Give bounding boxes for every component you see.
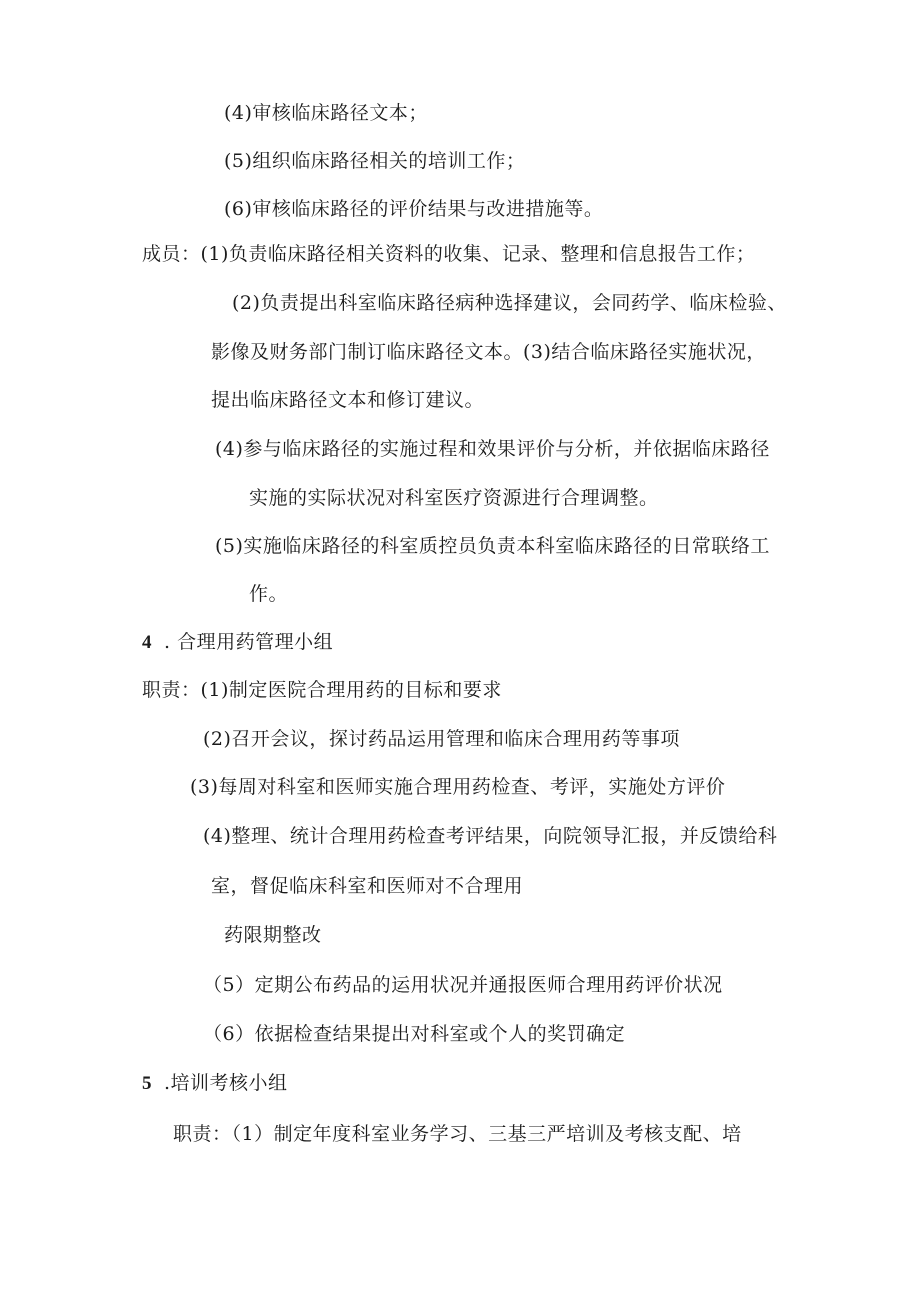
section-4-title: . 合理用药管理小组: [164, 631, 334, 653]
members-item-2: (2)负责提出科室临床路径病种选择建议，会同药学、临床检验、: [232, 292, 787, 314]
duty-drug-item-6: （6）依据检查结果提出对科室或个人的奖罚确定: [203, 1023, 626, 1045]
members-item-2-cont: 影像及财务部门制订临床路径文本。(3)结合临床路径实施状况，: [211, 341, 766, 363]
duty-item-5: (5)组织临床路径相关的培训工作；: [224, 150, 526, 172]
duty-drug-item-2: (2)召开会议，探讨药品运用管理和临床合理用药等事项: [203, 728, 680, 750]
section-5-heading: [142, 1070, 288, 1097]
section-5-number: 5: [142, 1073, 152, 1094]
members-item-1: 成员：(1)负责临床路径相关资料的收集、记录、整理和信息报告工作；: [142, 243, 756, 265]
members-item-4: (4)参与临床路径的实施过程和效果评价与分析，并依据临床路径: [215, 438, 770, 460]
duty-drug-item-1: 职责：(1)制定医院合理用药的目标和要求: [142, 679, 502, 701]
duty-drug-item-4-cont: 室，督促临床科室和医师对不合理用: [211, 875, 524, 897]
duty-drug-item-4: (4)整理、统计合理用药检查考评结果，向院领导汇报，并反馈给科: [203, 825, 778, 847]
duty-drug-item-3: (3)每周对科室和医师实施合理用药检查、考评，实施处方评价: [190, 776, 726, 798]
members-item-5-cont: 作。: [249, 583, 289, 605]
section-5-title: .培训考核小组: [164, 1072, 288, 1094]
duty-drug-item-4-cont2: 药限期整改: [224, 924, 322, 946]
members-item-5: (5)实施临床路径的科室质控员负责本科室临床路径的日常联络工: [215, 535, 770, 557]
members-item-4-cont: 实施的实际状况对科室医疗资源进行合理调整。: [249, 487, 659, 509]
members-item-3-cont: 提出临床路径文本和修订建议。: [211, 389, 485, 411]
duty-training-item-1: 职责：（1）制定年度科室业务学习、三基三严培训及考核支配、培: [173, 1123, 742, 1145]
duty-item-4: (4)审核临床路径文本；: [224, 102, 428, 124]
duty-drug-item-5: （5）定期公布药品的运用状况并通报医师合理用药评价状况: [203, 974, 723, 996]
section-4-number: 4: [142, 632, 152, 653]
duty-item-6: (6)审核临床路径的评价结果与改进措施等。: [224, 198, 604, 220]
section-4-heading: [142, 629, 333, 656]
